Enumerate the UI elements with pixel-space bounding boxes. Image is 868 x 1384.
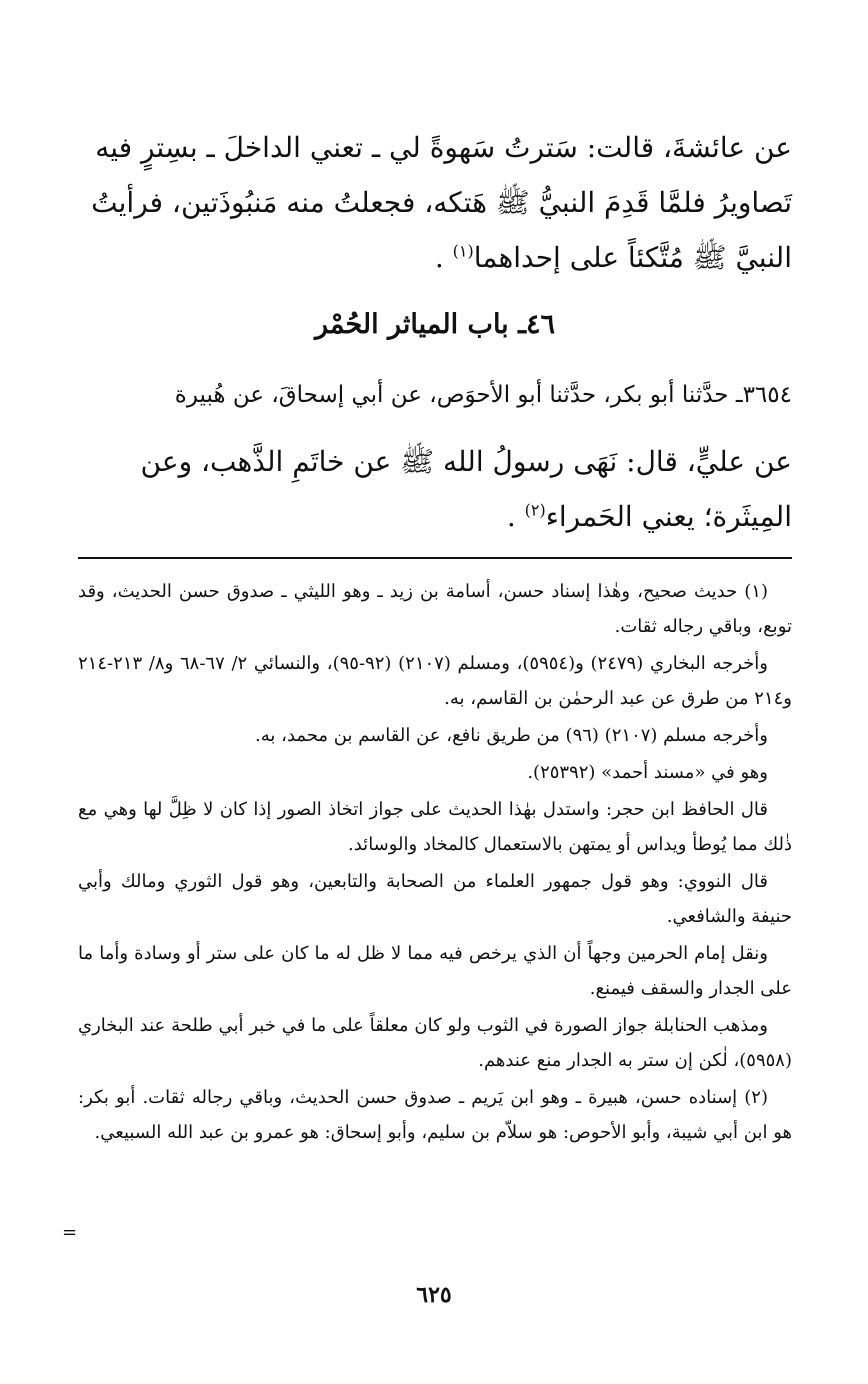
footnote-paragraph: ومذهب الحنابلة جواز الصورة في الثوب ولو كان معلقاً على ما في خبر أبي طلحة عند البخاري (٥٩٥٨)، لٰكن إن ستر به الجدار منع عندهم.: [78, 1015, 792, 1071]
footnote-paragraph: وأخرجه مسلم (٢١٠٧) (٩٦) من طريق نافع، عن القاسم بن محمد، به.: [255, 725, 768, 746]
text-line: [78, 230, 792, 285]
hadith-number-chain: ٣٦٥٤ـ حدَّثنا أبو بكر، حدَّثنا أبو الأحوَص، عن أبي إسحاقَ، عن هُبيرة: [174, 382, 792, 408]
hadith-1-text: [78, 120, 792, 285]
footnote-paragraph: وهو في «مسند أحمد» (٢٥٣٩٢).: [527, 762, 768, 783]
footnote-paragraph: ونقل إمام الحرمين وجهاً أن الذي يرخص فيه مما لا ظل له ما كان على ستر أو وسادة وأما ما على الجدار والسقف فيمنع.: [78, 943, 792, 999]
text-line: تَصاويرُ فلمَّا قَدِمَ النبيُّ ﷺ هَتكه، فجعلتُ منه مَنبُوذَتين، فرأيتُ: [91, 186, 792, 219]
sentence-end: .: [506, 500, 516, 533]
footnote-paragraph: وأخرجه البخاري (٢٤٧٩) و(٥٩٥٤)، ومسلم (٢١٠٧) (٩٢-٩٥)، والنسائي ٢/ ٦٧-٦٨ و٨/ ٢١٣-٢١٤ و٢١٤ من طرق عن عبد الرحمٰن بن القاسم، به.: [78, 653, 792, 709]
sentence-end: .: [434, 241, 444, 274]
text-line: عن عليٍّ، قال: نَهَى رسولُ الله ﷺ عن خاتَمِ الذَّهب، وعن: [140, 445, 792, 478]
continuation-mark: =: [62, 1222, 78, 1243]
text-line-content: النبيَّ ﷺ مُتَّكئاً على إحداهما: [473, 241, 792, 274]
footnotes: [78, 574, 792, 1152]
hadith-2-text: [78, 434, 792, 544]
text-line-content: المِيثَرة؛ يعني الحَمراء: [545, 500, 792, 533]
footnote-paragraph: قال النووي: وهو قول جمهور العلماء من الصحابة والتابعين، وهو قول الثوري ومالك وأبي حنيفة والشافعي.: [78, 871, 792, 927]
footnote-paragraph: قال الحافظ ابن حجر: واستدل بهٰذا الحديث على جواز اتخاذ الصور إذا كان لا ظِلَّ لها وهي مع ذٰلك مما يُوطأ ويداس أو يمتهن بالاستعمال كالمخاد والوسائد.: [78, 799, 792, 855]
footnote-divider: [78, 557, 792, 559]
chapter-heading: ٤٦ـ باب المياثر الحُمْر: [314, 309, 556, 340]
footnote-paragraph: (٢) إسناده حسن، هبيرة ـ وهو ابن يَريم ـ صدوق حسن الحديث، وباقي رجاله ثقات. أبو بكر: هو ابن أبي شيبة، وأبو الأحوص: هو سلاّم بن سليم، وأبو إسحاق: هو عمرو بن عبد الله السبيعي.: [78, 1087, 792, 1143]
footnote-ref-1[interactable]: (١): [452, 241, 474, 261]
text-line: [78, 489, 792, 544]
footnote-ref-2[interactable]: (٢): [524, 500, 546, 520]
footnote-paragraph: (١) حديث صحيح، وهٰذا إسناد حسن، أسامة بن زيد ـ وهو الليثي ـ صدوق حسن الحديث، وقد توبع، وباقي رجاله ثقات.: [78, 581, 792, 637]
text-line: عن عائشةَ، قالت: سَترتُ سَهوةً لي ـ تعني الداخلَ ـ بسِترٍ فيه: [95, 131, 792, 164]
page-number: ٦٢٥: [416, 1282, 452, 1308]
